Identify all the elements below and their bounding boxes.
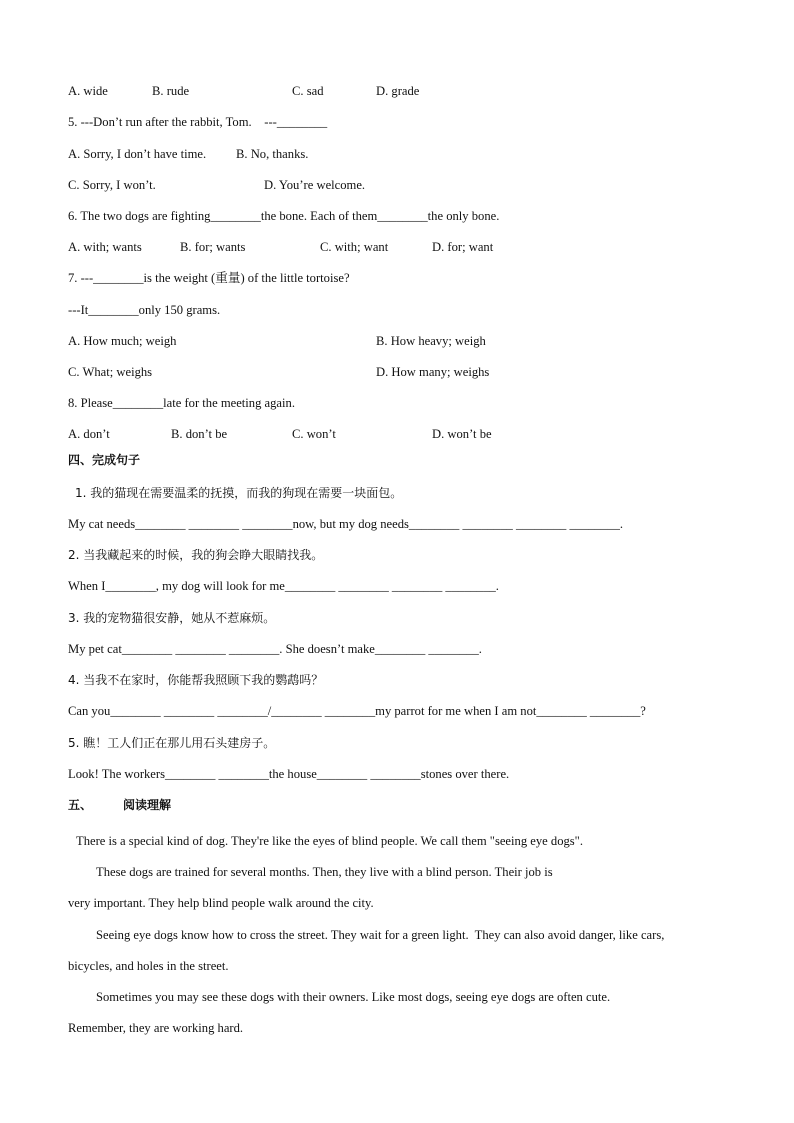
q5-option-c: C. Sorry, I won’t. [68,178,156,192]
q6-option-c: C. with; want [320,240,389,254]
passage-paragraph-1: There is a special kind of dog. They're like the eyes of blind people. We call them "seeing eye dogs". [76,834,583,848]
s4-item3-en: My pet cat________ ________ ________. She doesn’t make________ ________. [68,642,482,656]
passage-paragraph-3: Seeing eye dogs know how to cross the street. They wait for a green light. They can also avoid danger, like cars, [96,928,665,942]
q6-option-b: B. for; wants [180,240,246,254]
q5-option-d: D. You’re welcome. [264,178,366,192]
q7-option-d: D. How many; weighs [376,365,490,379]
passage-paragraph-2-cont: very important. They help blind people walk around the city. [68,896,374,910]
q4-option-a: A. wide [68,84,108,98]
q5-option-a: A. Sorry, I don’t have time. [68,147,207,161]
s4-item3-zh: 3. 我的宠物猫很安静，她从不惹麻烦。 [68,611,276,625]
s4-item1-en: My cat needs________ ________ ________now, but my dog needs________ ________ ________ ________. [68,517,624,531]
q7-option-a: A. How much; weigh [68,334,177,348]
passage-paragraph-2: These dogs are trained for several months. Then, they live with a blind person. Their job is [96,865,553,879]
section5-number: 五、 [68,798,93,812]
s4-item4-zh: 4. 当我不在家时，你能帮我照顾下我的鹦鹉吗？ [68,673,324,687]
s4-item4-en: Can you________ ________ ________/________ ________my parrot for me when I am not________ ________? [68,704,646,718]
s4-item2-zh: 2. 当我藏起来的时候，我的狗会睁大眼睛找我。 [68,548,324,562]
q8-option-c: C. won’t [292,427,336,441]
q4-option-c: C. sad [292,84,324,98]
q4-option-d: D. grade [376,84,420,98]
q7-stem: 7. ---________is the weight (重量) of the little tortoise? [68,271,350,285]
q6-option-a: A. with; wants [68,240,142,254]
q6-stem: 6. The two dogs are fighting________the bone. Each of them________the only bone. [68,209,500,223]
s4-item2-en: When I________, my dog will look for me________ ________ ________ ________. [68,579,499,593]
q7-option-c: C. What; weighs [68,365,153,379]
section4-title: 四、完成句子 [68,453,141,467]
q5-option-b: B. No, thanks. [236,147,309,161]
q8-option-a: A. don’t [68,427,110,441]
q8-option-d: D. won’t be [432,427,492,441]
section5-title: 阅读理解 [123,798,172,812]
q4-option-b: B. rude [152,84,190,98]
passage-paragraph-4: Sometimes you may see these dogs with their owners. Like most dogs, seeing eye dogs are often cute. [96,990,611,1004]
q8-option-b: B. don’t be [171,427,228,441]
passage-paragraph-4-cont: Remember, they are working hard. [68,1021,244,1035]
q7-option-b: B. How heavy; weigh [376,334,486,348]
q7-stem-2: ---It________only 150 grams. [68,303,221,317]
passage-paragraph-3-cont: bicycles, and holes in the street. [68,959,229,973]
s4-item5-zh: 5. 瞧！工人们正在那儿用石头建房子。 [68,736,276,750]
q6-option-d: D. for; want [432,240,494,254]
s4-item5-en: Look! The workers________ ________the house________ ________stones over there. [68,767,510,781]
q8-stem: 8. Please________late for the meeting again. [68,396,295,410]
q5-stem: 5. ---Don’t run after the rabbit, Tom. ---________ [68,115,328,129]
s4-item1-zh: 1. 我的猫现在需要温柔的抚摸，而我的狗现在需要一块面包。 [75,486,403,500]
